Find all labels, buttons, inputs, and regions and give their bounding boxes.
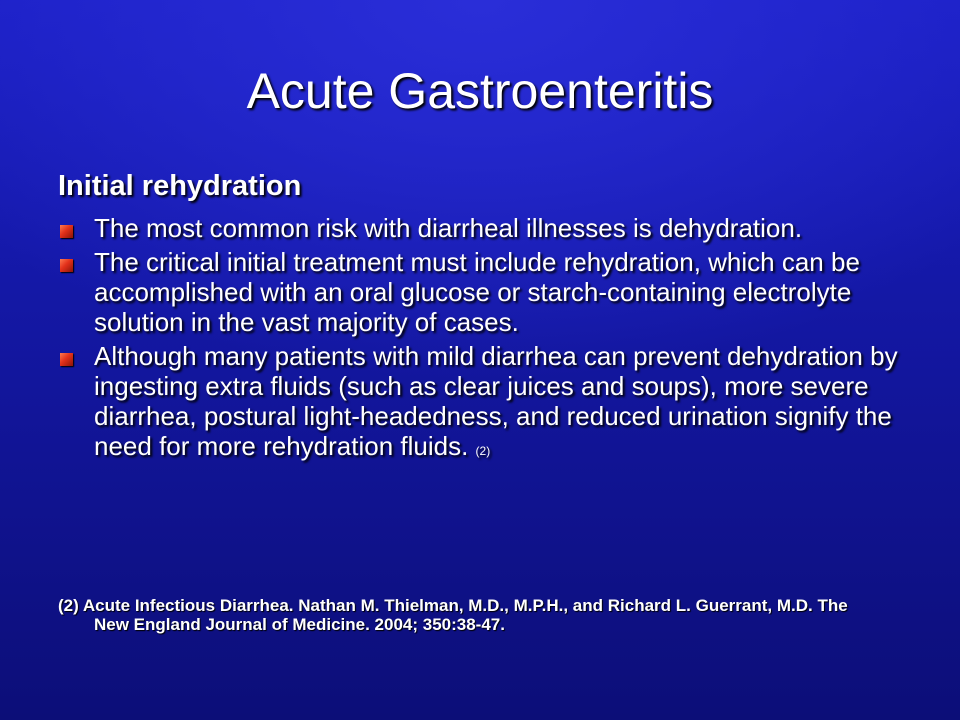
bullet-square-icon xyxy=(60,225,73,238)
bullet-text: The most common risk with diarrheal illnesses is dehydration. xyxy=(94,213,803,243)
citation-reference: (2) xyxy=(475,444,491,458)
footnote-line: New England Journal of Medicine. 2004; 350:38-47. xyxy=(94,615,505,634)
footnote-line: (2) Acute Infectious Diarrhea. Nathan M. Thielman, M.D., M.P.H., and Richard L. Guerrant, M.D. The xyxy=(58,596,848,615)
bullet-item xyxy=(58,247,898,337)
slide-title: Acute Gastroenteritis xyxy=(246,63,714,119)
bullet-square-icon xyxy=(60,259,73,272)
footnote xyxy=(58,596,908,634)
bullet-item xyxy=(58,341,898,466)
bullet-square-icon xyxy=(60,353,73,366)
bullet-list xyxy=(58,213,898,470)
bullet-item xyxy=(58,213,898,243)
bullet-text: The critical initial treatment must include rehydration, which can be accomplished with an oral glucose or starch-containing electrolyte solution in the vast majority of cases. xyxy=(94,247,860,337)
section-heading: Initial rehydration xyxy=(58,170,302,202)
bullet-text: Although many patients with mild diarrhea can prevent dehydration by ingesting extra fluids (such as clear juices and soups), more severe diarrhea, postural light-headedness, and reduced urination signify the need for more rehydration fluids. xyxy=(94,341,898,461)
